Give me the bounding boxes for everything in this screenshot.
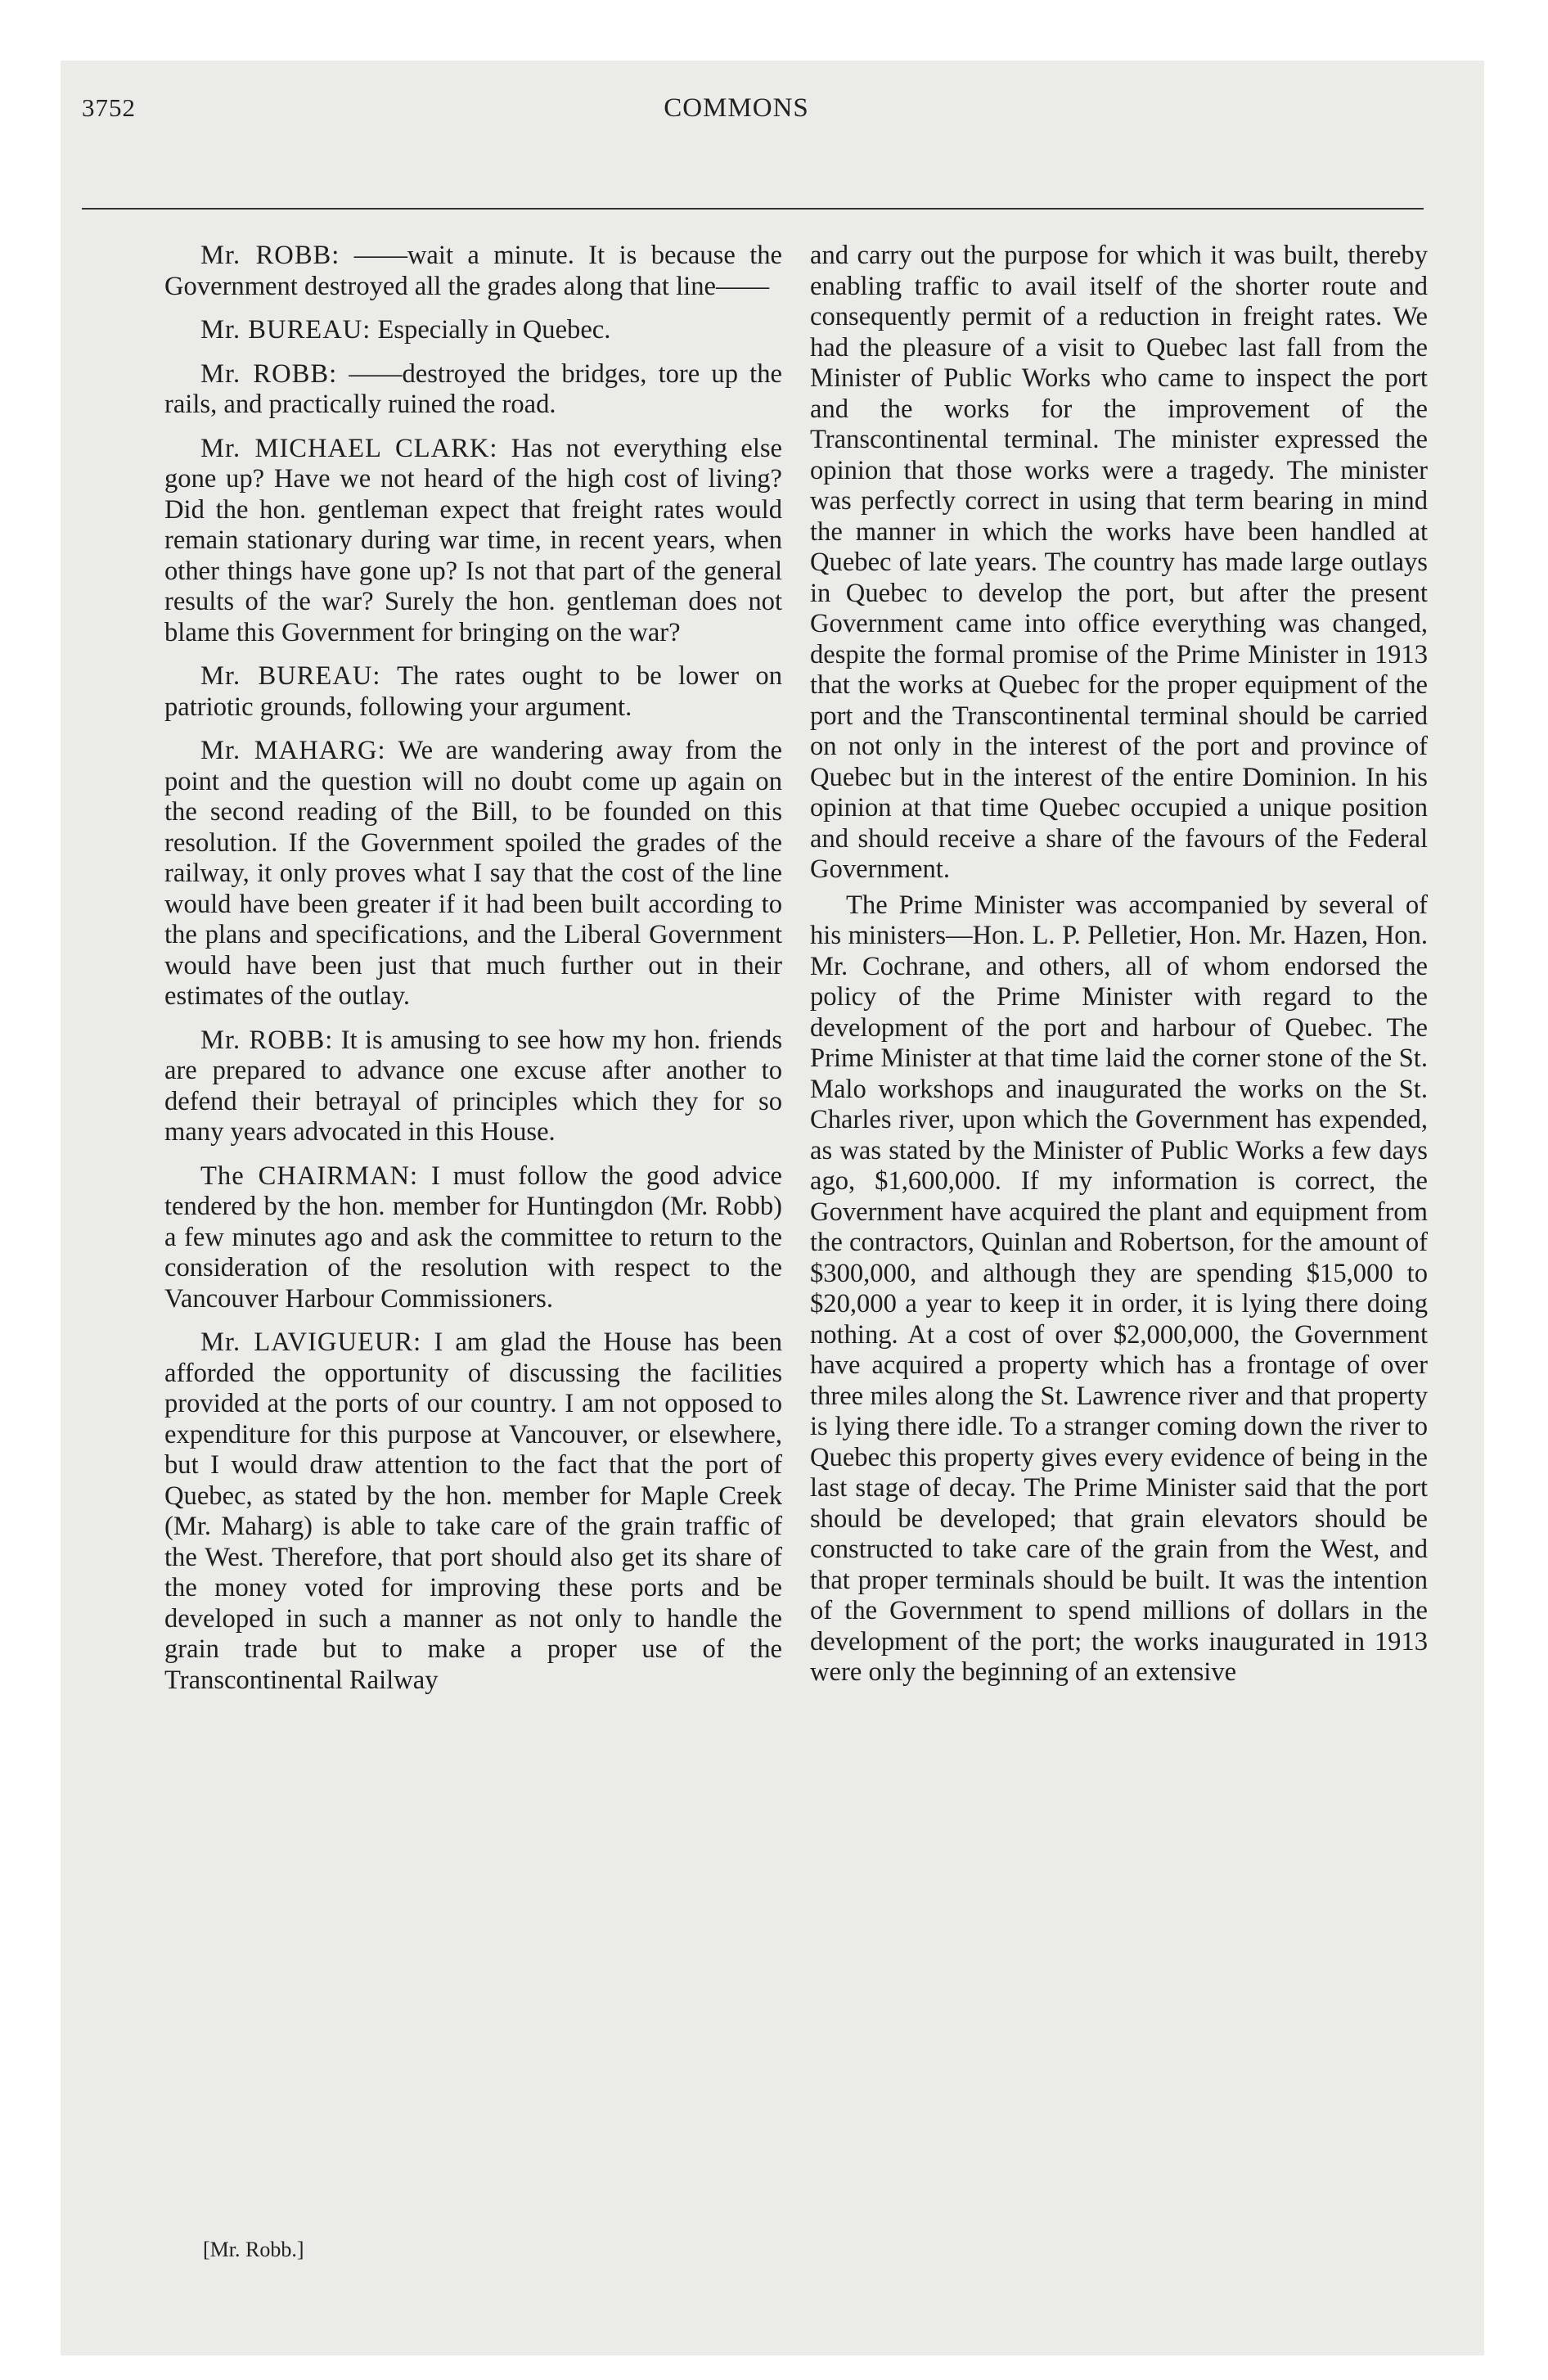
left-column <box>164 241 782 1709</box>
paragraph: The Prime Minister was accompanied by several of his ministers—Hon. L. P. Pelletier, Hon. Mr. Hazen, Hon. Mr. Cochrane, and others, all of whom endorsed the policy of the Prime Minister with regard to the development of the port and harbour of Quebec. The Prime Minister at that time laid the corner stone of the St. Malo workshops and inaugurated the works on the St. Charles river, upon which the Government has expended, as was stated by the Minister of Public Works a few days ago, $1,600,000. If my information is correct, the Government have acquired the plant and equipment from the contractors, Quinlan and Robertson, for the amount of $300,000, and although they are spending $15,000 to $20,000 a year to keep it in order, it is lying there doing nothing. At a cost of over $2,000,000, the Government have acquired a property which has a frontage of over three miles along the St. Lawrence river and that property is lying there idle. To a stranger coming down the river to Quebec this property gives every evidence of being in the last stage of decay. The Prime Minister said that the port should be developed; that grain elevators should be constructed to take care of the grain from the West, and that proper terminals should be built. It was the intention of the Government to spend millions of dollars in the development of the port; the works inaugurated in 1913 were only the beginning of an extensive <box>810 890 1428 1687</box>
speech-text: ——destroyed the bridges, tore up the rails, and practically ruined the road. <box>164 358 782 419</box>
speaker-name: Mr. ROBB: <box>200 241 340 270</box>
speech-text: We are wandering away from the point and the question will no doubt come up again on the second reading of the Bill, to be founded on this resolution. If the Government spoiled the grades of the railway, it only proves what I say that the cost of the line would have been greater if it had been built according to the plans and specifications, and the Liberal Government would have been just that much further out in their estimates of the outlay. <box>164 736 782 1011</box>
running-head: COMMONS <box>664 93 809 123</box>
speech-text: It is amusing to see how my hon. friends are prepared to advance one excuse after another to defend their betrayal of principles which they for so many years advocated in this House. <box>164 1025 782 1147</box>
speaker-name: Mr. BUREAU: <box>200 315 371 345</box>
speech-text: ——wait a minute. It is because the Government destroyed all the grades along that line—— <box>164 241 783 301</box>
speech-text: The rates ought to be lower on patriotic grounds, following your argument. <box>164 661 782 722</box>
paragraph <box>164 241 782 302</box>
page-header <box>82 93 1391 134</box>
speaker-name: Mr. MICHAEL CLARK: <box>200 433 498 463</box>
speaker-name: Mr. ROBB: <box>200 358 338 389</box>
footer-speaker-note: [Mr. Robb.] <box>203 2238 304 2261</box>
speaker-name: Mr. ROBB: <box>200 1025 334 1055</box>
speech-text: I must follow the good advice tendered by the hon. member for Huntingdon (Mr. Robb) a few minutes ago and ask the committee to return to the consideration of the resolution with respect to the Vancouver Harbour Commissioners. <box>164 1161 782 1314</box>
paragraph <box>164 434 782 649</box>
paragraph <box>164 359 782 421</box>
paragraph <box>164 1161 782 1315</box>
paragraph <box>164 1327 782 1696</box>
header-rule <box>82 208 1424 210</box>
paragraph <box>164 736 782 1012</box>
speaker-name: Mr. BUREAU: <box>200 661 381 691</box>
right-column <box>810 241 1428 1693</box>
paragraph <box>164 315 782 346</box>
speech-text: I am glad the House has been afforded the opportunity of discussing the facilities provided at the ports of our country. I am not opposed to expenditure for this purpose at Vancouver, or elsewhere, but I would draw attention to the fact that the port of Quebec, as stated by the hon. member for Maple Creek (Mr. Maharg) is able to take care of the grain traffic of the West. Therefore, that port should also get its share of the money voted for improving these ports and be developed in such a manner as not only to handle the grain trade but to make a proper use of the Transcontinental Railway <box>164 1327 783 1695</box>
paragraph <box>164 661 782 723</box>
speaker-name: Mr. MAHARG: <box>200 736 386 765</box>
paragraph <box>164 1025 782 1148</box>
paragraph: and carry out the purpose for which it was built, thereby enabling traffic to avail itself of the shorter route and consequently permit of a reduction in freight rates. We had the pleasure of a visit to Quebec last fall from the Minister of Public Works who came to inspect the port and the works for the improvement of the Transcontinental terminal. The minister expressed the opinion that those works were a tragedy. The minister was perfectly correct in using that term bearing in mind the manner in which the works have been handled at Quebec of late years. The country has made large outlays in Quebec to develop the port, but after the present Government came into office everything was changed, despite the formal promise of the Prime Minister in 1913 that the works at Quebec for the proper equipment of the port and the Transcontinental terminal should be carried on not only in the interest of the port and province of Quebec but in the interest of the entire Dominion. In his opinion at that time Quebec occupied a unique position and should receive a share of the favours of the Federal Government. <box>810 241 1428 884</box>
speech-text: Has not everything else gone up? Have we not heard of the high cost of living? Did the hon. gentleman expect that freight rates would remain stationary during war time, in recent years, when other things have gone up? Is not that part of the general results of the war? Surely the hon. gentleman does not blame this Government for bringing on the war? <box>164 433 783 647</box>
speaker-name: The CHAIRMAN: <box>200 1161 419 1191</box>
speech-text: Especially in Quebec. <box>371 315 611 345</box>
page-number: 3752 <box>82 93 136 122</box>
speaker-name: Mr. LAVIGUEUR: <box>200 1327 422 1357</box>
